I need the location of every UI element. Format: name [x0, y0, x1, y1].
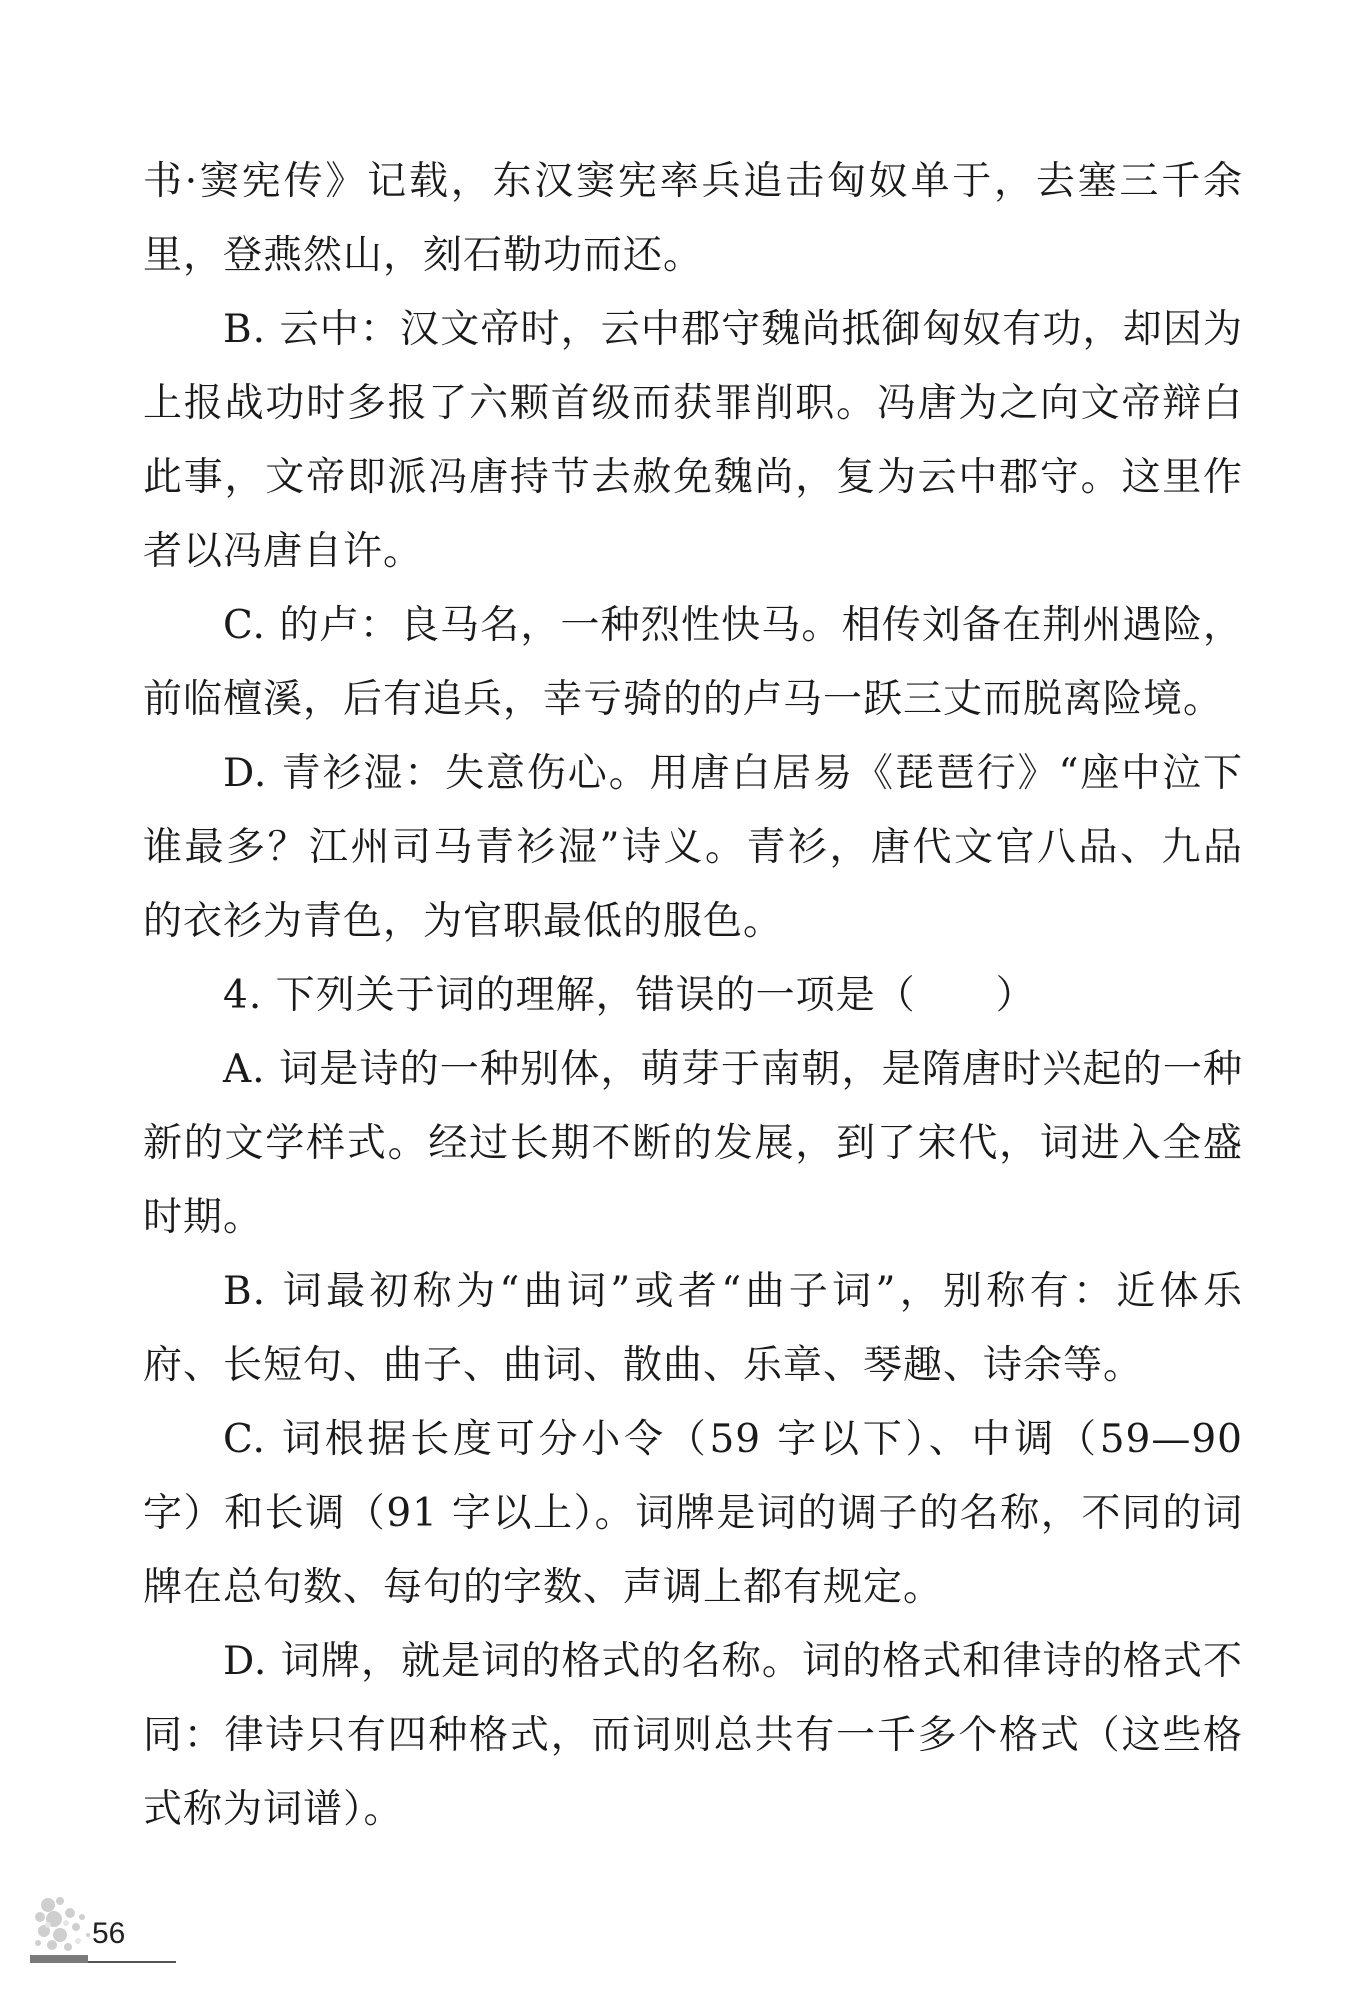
page-number: 56	[92, 1917, 126, 1950]
footer-rule	[88, 1961, 176, 1963]
question-4: 4. 下列关于词的理解，错误的一项是（ ）	[223, 973, 1036, 1018]
question-4-option-b: B. 词最初称为“曲词”或者“曲子词”，别称有：近体乐府、长短句、曲子、曲词、散曲、乐章、琴趣、诗余等。	[143, 1269, 1243, 1388]
paragraph-1: 书·窦宪传》记载，东汉窦宪率兵追击匈奴单于，去塞三千余里，登燕然山，刻石勒功而还。	[143, 159, 1243, 278]
page-footer	[30, 1895, 150, 1975]
paragraph-option-d-qingshanshi: D. 青衫湿：失意伤心。用唐白居易《琵琶行》“座中泣下谁最多？江州司马青衫湿”诗义。青衫，唐代文官八品、九品的衣衫为青色，为官职最低的服色。	[143, 751, 1243, 944]
question-4-option-d: D. 词牌，就是词的格式的名称。词的格式和律诗的格式不同：律诗只有四种格式，而词则总共有一千多个格式（这些格式称为词谱）。	[143, 1639, 1243, 1832]
question-4-option-a: A. 词是诗的一种别体，萌芽于南朝，是隋唐时兴起的一种新的文学样式。经过长期不断的发展，到了宋代，词进入全盛时期。	[143, 1047, 1243, 1240]
question-4-option-c: C. 词根据长度可分小令（59 字以下）、中调（59—90 字）和长调（91 字以上）。词牌是词的调子的名称，不同的词牌在总句数、每句的字数、声调上都有规定。	[143, 1417, 1243, 1610]
document-body	[143, 145, 1243, 1847]
paragraph-option-c-dilu: C. 的卢：良马名，一种烈性快马。相传刘备在荆州遇险，前临檀溪，后有追兵，幸亏骑的的卢马一跃三丈而脱离险境。	[143, 603, 1243, 722]
footer-bar	[30, 1955, 88, 1963]
paragraph-option-b-yunzhong: B. 云中：汉文帝时，云中郡守魏尚抵御匈奴有功，却因为上报战功时多报了六颗首级而获罪削职。冯唐为之向文帝辩白此事，文帝即派冯唐持节去赦免魏尚，复为云中郡守。这里作者以冯唐自许。	[143, 307, 1243, 574]
